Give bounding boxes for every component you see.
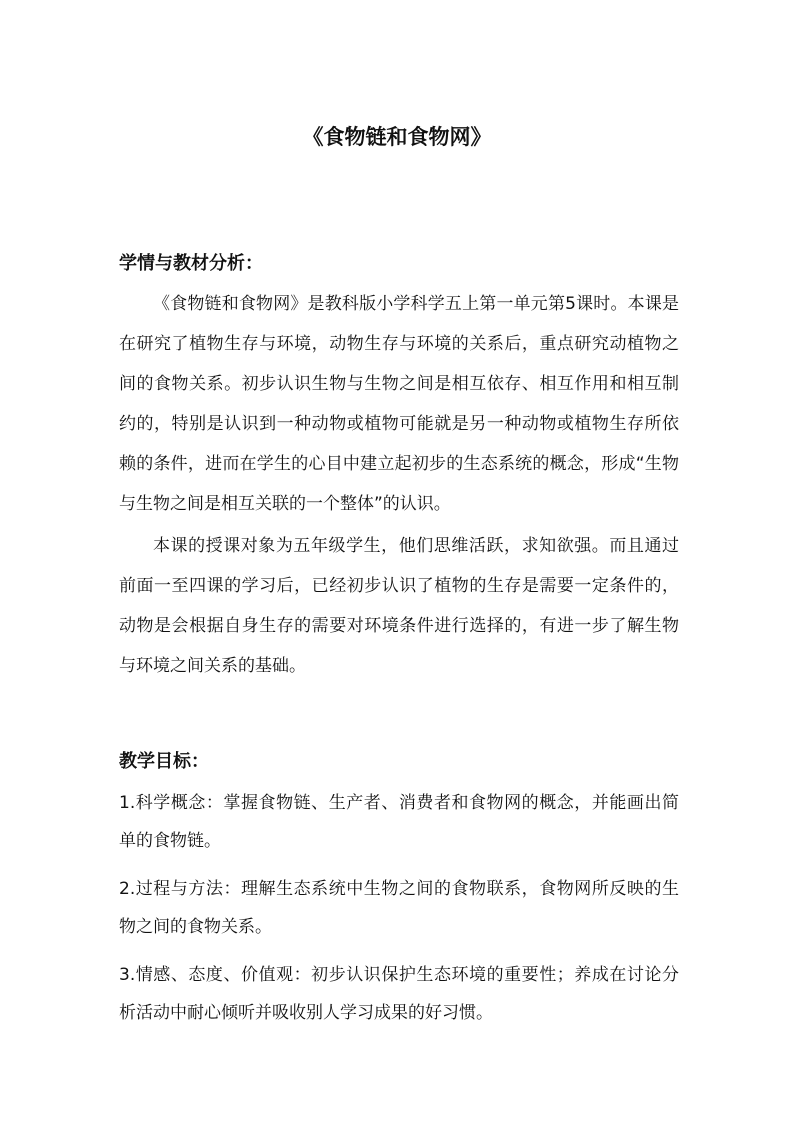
section-heading-objectives: 教学目标：: [119, 751, 209, 772]
section-analysis: [119, 246, 679, 686]
section-heading-analysis: 学情与教材分析：: [119, 253, 263, 274]
objective-item-2: 2.过程与方法：理解生态系统中生物之间的食物联系，食物网所反映的生物之间的食物关系。: [119, 879, 679, 937]
document-title: 《食物链和食物网》: [302, 125, 492, 149]
section-objectives: [119, 744, 679, 1032]
objective-item-3: 3.情感、态度、价值观：初步认识保护生态环境的重要性；养成在讨论分析活动中耐心倾听并吸收别人学习成果的好习惯。: [119, 965, 679, 1023]
analysis-paragraph-1: 《食物链和食物网》是教科版小学科学五上第一单元第5课时。本课是在研究了植物生存与环境，动物生存与环境的关系后，重点研究动植物之间的食物关系。初步认识生物与生物之间是相互依存、相互作用和相互制约的，特别是认识到一种动物或植物可能就是另一种动物或植物生存所依赖的条件，进而在学生的心目中建立起初步的生态系统的概念，形成“生物与生物之间是相互关联的一个整体”的认识。: [119, 294, 679, 514]
objective-item-1: 1.科学概念：掌握食物链、生产者、消费者和食物网的概念，并能画出简单的食物链。: [119, 793, 679, 851]
analysis-paragraph-2: 本课的授课对象为五年级学生，他们思维活跃，求知欲强。而且通过前面一至四课的学习后，已经初步认识了植物的生存是需要一定条件的，动物是会根据自身生存的需要对环境条件进行选择的，有进一步了解生物与环境之间关系的基础。: [119, 536, 679, 676]
